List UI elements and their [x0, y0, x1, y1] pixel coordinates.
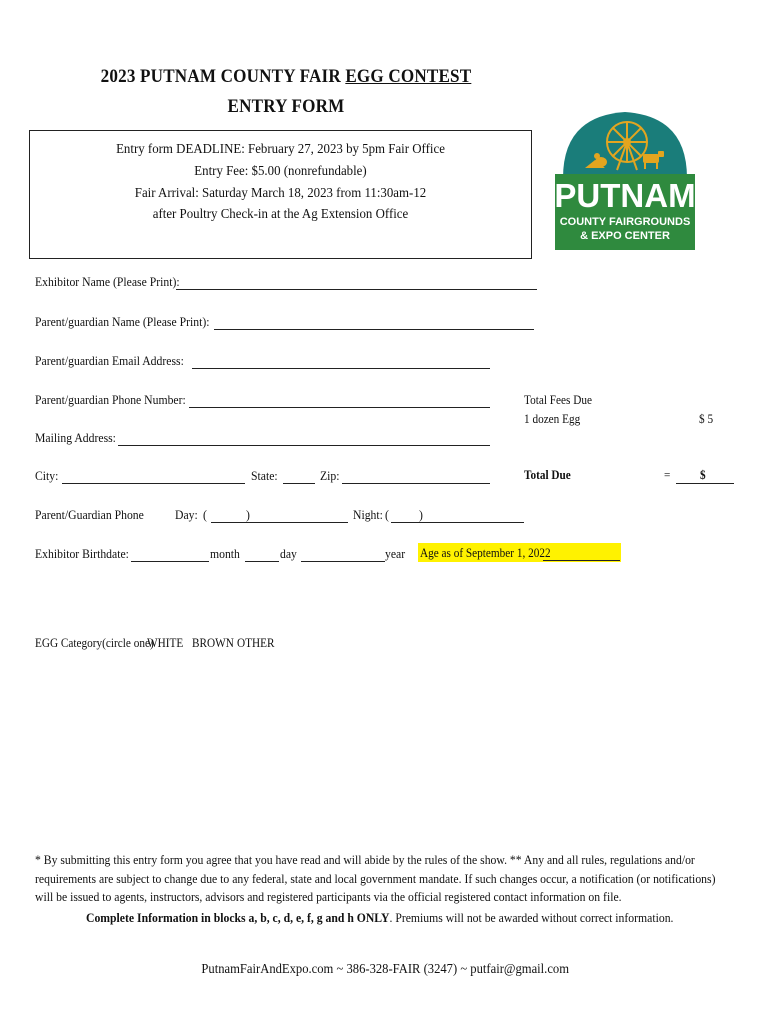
parent-email-label: Parent/guardian Email Address:	[35, 353, 184, 368]
birthdate-label: Exhibitor Birthdate:	[35, 546, 129, 561]
logo-name: PUTNAM	[555, 177, 695, 214]
parent-phone-field[interactable]	[189, 407, 490, 408]
total-due-field[interactable]	[676, 483, 734, 484]
day-phone-field[interactable]	[211, 522, 348, 523]
total-due-label: Total Due	[524, 468, 571, 482]
night-area-open: (	[385, 507, 389, 522]
mailing-address-label: Mailing Address:	[35, 430, 116, 445]
birth-day-field[interactable]	[245, 561, 279, 562]
notice-line-2: requirements are subject to change due to any federal, state and local government mandate. If such changes occur, a notification (or notifications)	[35, 871, 716, 886]
parent-email-field[interactable]	[192, 368, 490, 369]
parent-phone-label: Parent/guardian Phone Number:	[35, 392, 186, 407]
guardian-phone-label: Parent/Guardian Phone	[35, 507, 144, 522]
category-option-brown[interactable]: BROWN	[192, 636, 234, 650]
form-subtitle: ENTRY FORM	[227, 96, 345, 117]
night-phone-field[interactable]	[391, 522, 524, 523]
parent-name-label: Parent/guardian Name (Please Print):	[35, 314, 210, 329]
city-field[interactable]	[62, 483, 245, 484]
deadline-line-1: Entry form DEADLINE: February 27, 2023 by 5pm Fair Office	[116, 142, 445, 157]
night-label: Night:	[353, 507, 383, 522]
zip-label: Zip:	[320, 468, 340, 483]
state-label: State:	[251, 468, 278, 483]
mailing-address-field[interactable]	[118, 445, 490, 446]
complete-info-rest: . Premiums will not be awarded without correct information.	[389, 910, 674, 925]
night-area-close: )	[419, 507, 423, 522]
day-word-label: day	[280, 546, 297, 561]
contact-text: PutnamFairAndExpo.com ~ 386-328-FAIR (3247) ~ putfair@gmail.com	[201, 962, 569, 977]
egg-category-label: EGG Category(circle one)	[35, 636, 154, 650]
category-option-white[interactable]: WHITE	[147, 636, 184, 650]
age-note-label: Age as of September 1, 2022	[420, 546, 551, 560]
contact-line	[0, 962, 770, 978]
parent-name-field[interactable]	[214, 329, 534, 330]
fees-header: Total Fees Due	[524, 393, 592, 407]
notice-line-3: will be issued to agents, instructors, advisors and registered participants via the official registered contact information on file.	[35, 889, 622, 904]
birth-year-field[interactable]	[301, 561, 385, 562]
deadline-line-3: Fair Arrival: Saturday March 18, 2023 from 11:30am-12	[134, 186, 427, 201]
fee-item-label: 1 dozen Egg	[524, 412, 581, 426]
day-label: Day:	[175, 507, 198, 522]
logo-sub1: COUNTY FAIRGROUNDS	[559, 216, 691, 228]
age-field[interactable]	[543, 560, 620, 561]
fee-item-amount: $ 5	[699, 412, 714, 426]
city-label: City:	[35, 468, 59, 483]
day-area-open: (	[203, 507, 207, 522]
putnam-fairgrounds-logo	[555, 108, 695, 250]
title-underlined: EGG CONTEST	[345, 66, 472, 87]
day-area-close: )	[246, 507, 250, 522]
logo-sub2: & EXPO CENTER	[580, 230, 670, 242]
category-option-other[interactable]: OTHER	[237, 636, 275, 650]
total-due-amount: $	[700, 468, 706, 482]
total-equals: =	[664, 468, 671, 482]
month-label: month	[210, 546, 240, 561]
notice-line-1: * By submitting this entry form you agree that you have read and will abide by the rules of the show. ** Any and all rules, regulations and/or	[35, 852, 695, 867]
deadline-line-4: after Poultry Check-in at the Ag Extension Office	[152, 207, 409, 222]
year-label: year	[385, 546, 406, 561]
state-field[interactable]	[283, 483, 315, 484]
title-prefix: 2023 PUTNAM COUNTY FAIR	[100, 66, 346, 87]
deadline-line-2: Entry Fee: $5.00 (nonrefundable)	[194, 164, 367, 179]
zip-field[interactable]	[342, 483, 490, 484]
birth-month-field[interactable]	[131, 561, 209, 562]
exhibitor-name-field[interactable]	[176, 289, 537, 290]
form-title	[29, 66, 544, 88]
complete-info-line	[86, 910, 673, 926]
exhibitor-name-label: Exhibitor Name (Please Print):	[35, 274, 180, 289]
complete-info-bold: Complete Information in blocks a, b, c, d, e, f, g and h ONLY	[86, 910, 390, 925]
